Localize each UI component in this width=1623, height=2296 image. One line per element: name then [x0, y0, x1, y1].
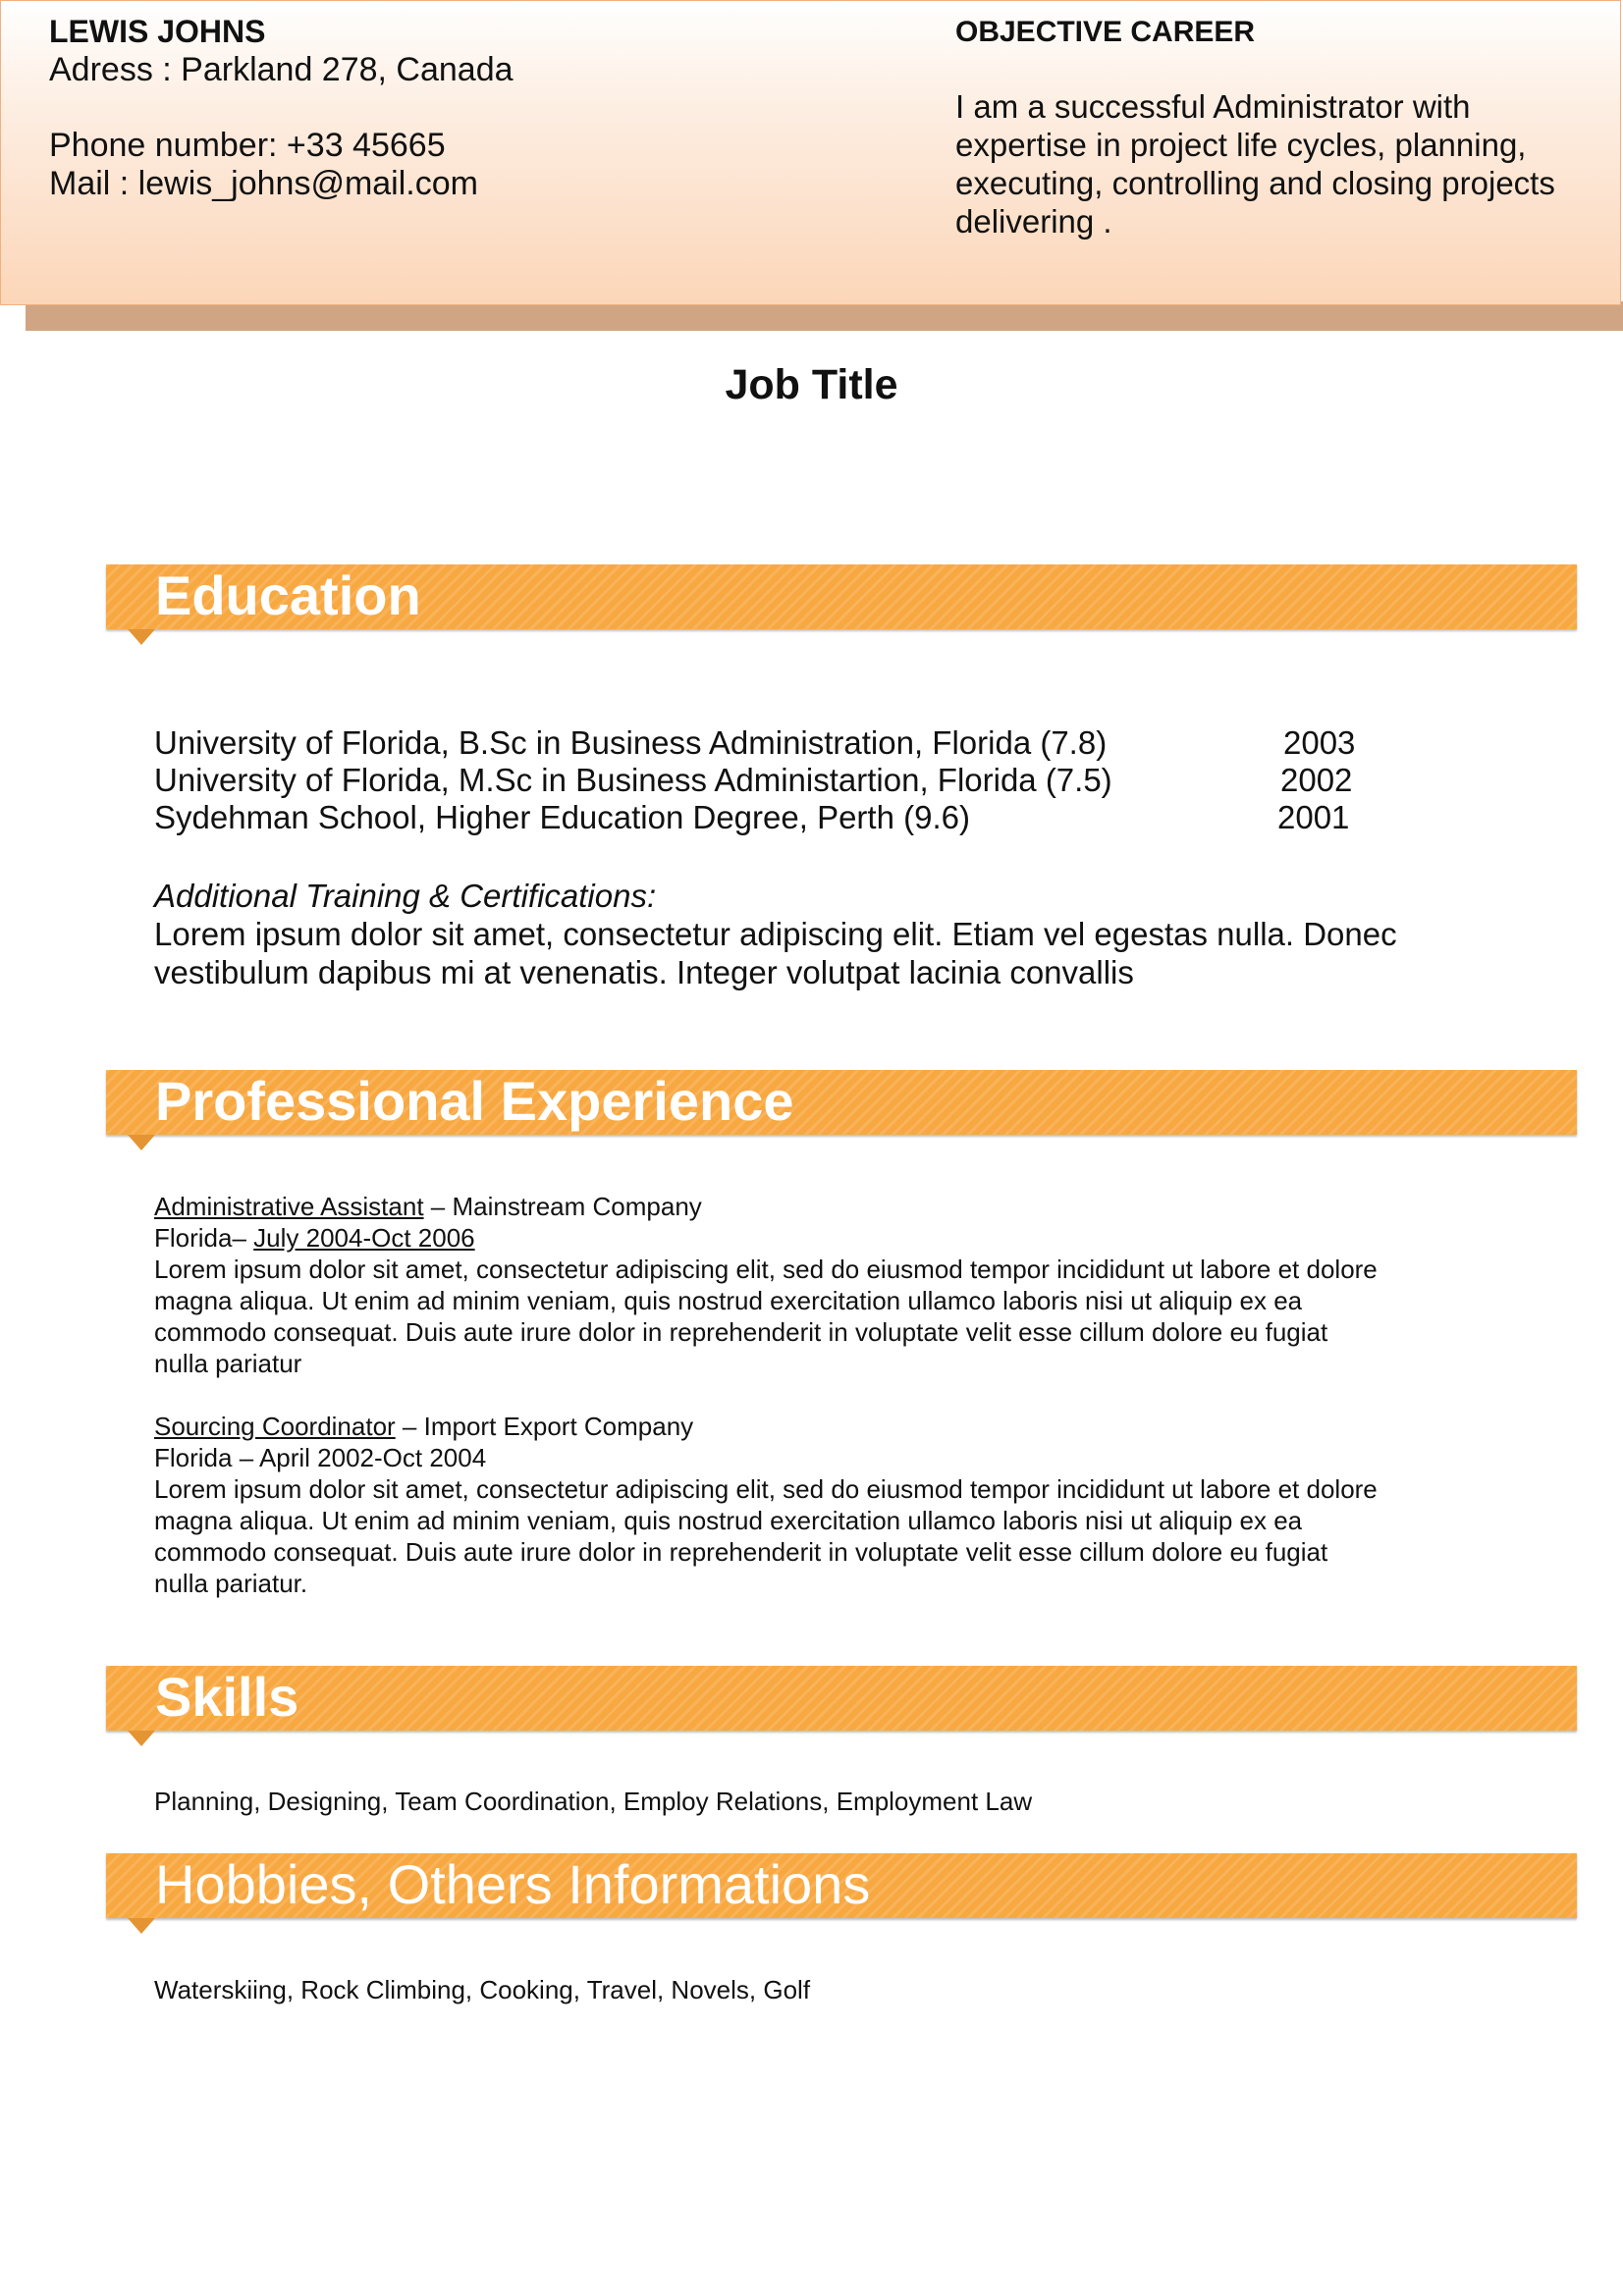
- training-title: Additional Training & Certifications:: [154, 878, 657, 914]
- phone-number: Phone number: +33 45665: [49, 127, 446, 164]
- year: 2001: [1277, 799, 1350, 835]
- bar-notch: [128, 1135, 155, 1150]
- section-header-skills: [106, 1666, 1577, 1731]
- year: 2002: [1280, 762, 1353, 798]
- company: – Mainstream Company: [423, 1192, 702, 1221]
- education-entry: [154, 724, 1356, 762]
- address: Adress : Parkland 278, Canada: [49, 51, 514, 88]
- objective-title: OBJECTIVE CAREER: [955, 16, 1256, 48]
- education-entry: [154, 799, 1350, 836]
- section-title: Skills: [155, 1666, 299, 1728]
- bar-notch: [128, 629, 155, 645]
- section-header-hobbies: [106, 1853, 1577, 1918]
- objective-block: [955, 13, 1584, 240]
- description-line: nulla pariatur: [154, 1349, 302, 1378]
- header-panel: [0, 0, 1621, 305]
- description-line: Lorem ipsum dolor sit amet, consectetur adipiscing elit, sed do eiusmod tempor incididunt ut labore et dolore: [154, 1474, 1378, 1504]
- section-title: Hobbies, Others Informations: [155, 1853, 871, 1915]
- job-title: Job Title: [725, 361, 898, 408]
- description-line: magna aliqua. Ut enim ad minim veniam, quis nostrud exercitation ullamco laboris nisi ut aliquip ex ea: [154, 1286, 1303, 1315]
- year: 2003: [1283, 724, 1356, 761]
- section-header-experience: [106, 1070, 1577, 1135]
- section-title: Professional Experience: [155, 1070, 794, 1132]
- training-block: [154, 877, 1431, 991]
- degree: Sydehman School, Higher Education Degree, Perth (9.6): [154, 799, 970, 835]
- email-address: Mail : lewis_johns@mail.com: [49, 165, 478, 202]
- section-title: Education: [155, 564, 421, 626]
- job-location: Florida–: [154, 1223, 254, 1253]
- job-role: Administrative Assistant: [154, 1192, 424, 1221]
- bar-notch: [128, 1918, 155, 1934]
- company: – Import Export Company: [395, 1412, 694, 1441]
- education-list: [154, 724, 1356, 836]
- objective-line: delivering .: [955, 203, 1112, 240]
- job-dates: July 2004-Oct 2006: [253, 1223, 475, 1253]
- training-line: vestibulum dapibus mi at venenatis. Integer volutpat lacinia convallis: [154, 954, 1134, 990]
- skills-list: Planning, Designing, Team Coordination, Employ Relations, Employment Law: [154, 1787, 1033, 1816]
- degree: University of Florida, M.Sc in Business Administartion, Florida (7.5): [154, 762, 1112, 798]
- job-location: Florida – April 2002-Oct 2004: [154, 1443, 487, 1472]
- experience-entry: [154, 1191, 1489, 1379]
- training-line: Lorem ipsum dolor sit amet, consectetur adipiscing elit. Etiam vel egestas nulla. Donec: [154, 916, 1397, 952]
- section-header-education: [106, 564, 1577, 629]
- description-line: Lorem ipsum dolor sit amet, consectetur adipiscing elit, sed do eiusmod tempor incididunt ut labore et dolore: [154, 1255, 1378, 1284]
- candidate-name: LEWIS JOHNS: [49, 14, 266, 49]
- description-line: commodo consequat. Duis aute irure dolor in reprehenderit in voluptate velit esse cillum dolore eu fugiat: [154, 1317, 1328, 1347]
- objective-line: I am a successful Administrator with: [955, 88, 1471, 125]
- description-line: magna aliqua. Ut enim ad minim veniam, quis nostrud exercitation ullamco laboris nisi ut aliquip ex ea: [154, 1506, 1303, 1535]
- description-line: nulla pariatur.: [154, 1569, 308, 1598]
- bar-notch: [128, 1731, 155, 1746]
- degree: University of Florida, B.Sc in Business Administration, Florida (7.8): [154, 724, 1108, 761]
- contact-block: [49, 13, 514, 203]
- experience-entry: [154, 1411, 1489, 1599]
- objective-line: executing, controlling and closing projects: [955, 165, 1555, 201]
- education-entry: [154, 762, 1353, 799]
- hobbies-list: Waterskiing, Rock Climbing, Cooking, Travel, Novels, Golf: [154, 1975, 811, 2004]
- job-role: Sourcing Coordinator: [154, 1412, 396, 1441]
- header-shadow-band: [26, 301, 1623, 331]
- objective-line: expertise in project life cycles, planning,: [955, 127, 1527, 163]
- description-line: commodo consequat. Duis aute irure dolor in reprehenderit in voluptate velit esse cillum dolore eu fugiat: [154, 1537, 1328, 1567]
